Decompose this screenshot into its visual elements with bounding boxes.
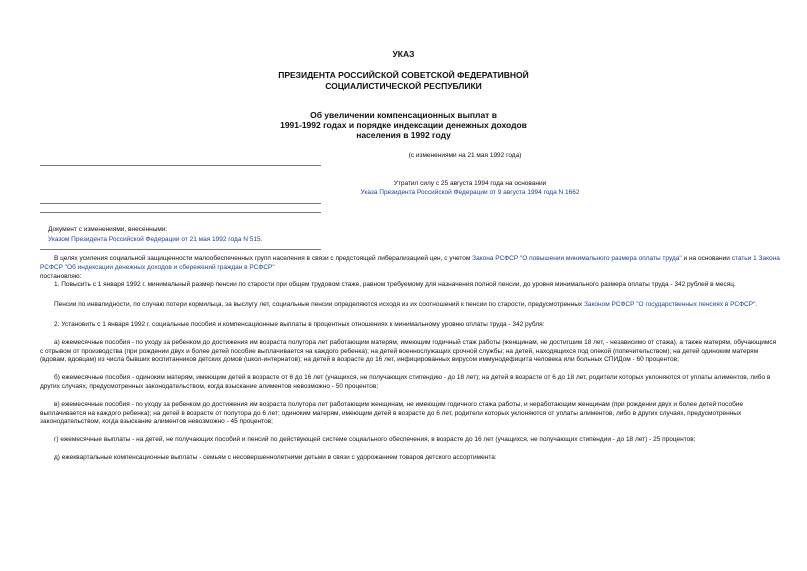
status-text: Утратил силу с 25 августа 1994 года на основании <box>393 180 547 187</box>
paragraph-text: Пенсии по инвалидности, по случаю потери кормильца, за выслугу лет, социальные пенсии определяются исходя из их соотношений к пенсии по старости, предусмотренных <box>54 301 584 309</box>
issuer-line: СОЦИАЛИСТИЧЕСКОЙ РЕСПУБЛИКИ <box>325 81 482 91</box>
document-body <box>40 255 780 463</box>
decree-heading: УКАЗ <box>392 49 415 59</box>
amendments-link[interactable]: Указом Президента Российской Федерации от 21 мая 1992 года N 515. <box>48 236 263 243</box>
divider <box>40 165 321 166</box>
title-line: 1991-1992 годах и порядке индексации денежных доходов <box>280 120 527 130</box>
paragraph-2d: д) ежеквартальные компенсационные выплаты - семьям с несовершеннолетними детьми в связи с удорожанием товаров детского ассортимента: <box>54 453 497 461</box>
preamble-text: и на основании <box>681 255 732 262</box>
amendments-label: Документ с изменениями, внесенными: <box>48 226 168 233</box>
title-line: населения в 1992 году <box>356 130 451 140</box>
issuer-heading <box>0 70 807 92</box>
paragraph-2v: в) ежемесячные пособия - по уходу за ребенком до достижения им возраста полутора лет работающим женщинам, не имеющим годичного стажа работы, и неработающим женщинам (при рождении двух и более детей пособие выплачивается на каждого ребенка); на детей в возрасте от полутора до 6 лет; одиноким матерям, имеющим детей в возрасте до 6 лет, родители которых уклоняются от уплаты алиментов, либо в других случаях, предусмотренных законодательством, когда взыскание алиментов невозможно - 45 процентов; <box>40 400 744 426</box>
amendments-box <box>48 225 348 245</box>
issuer-line: ПРЕЗИДЕНТА РОССИЙСКОЙ СОВЕТСКОЙ ФЕДЕРАТИВНОЙ <box>278 70 529 80</box>
divider <box>40 212 321 213</box>
law-link-minimum-wage[interactable]: Закона РСФСР "О повышении минимального размера оплаты труда" <box>472 255 682 262</box>
status-note <box>240 179 700 197</box>
document-title <box>0 110 807 140</box>
paragraph-1-pensions <box>40 301 780 310</box>
paragraph-2: 2. Установить с 1 января 1992 г. социальные пособия и компенсационные выплаты в процентных отношениях к минимальному уровню оплаты труда - 342 рубля: <box>54 320 545 328</box>
edition-note: (с изменениями на 21 мая 1992 года) <box>408 152 522 159</box>
paragraph-1: 1. Повысить с 1 января 1992 г. минимальный размер пенсии по старости при общем трудовом стаже, равном требуемому для назначения полной пенсии, до уровня минимального размера оплаты труда - 342 рублей в месяц. <box>54 281 736 289</box>
divider <box>40 203 321 204</box>
title-line: Об увеличении компенсационных выплат в <box>310 110 497 120</box>
preamble-text: В целях усиления социальной защищенности малообеспеченных групп населения в связи с предстоящей либерализацией цен, с учетом <box>54 255 473 262</box>
paragraph-2g: г) ежемесячные выплаты - на детей, не получающих пособий и пенсий по действующей системе социального обеспечения, в возрасте до 16 лет (учащихся, не получающих стипендии - до 18 лет) - 25 процентов; <box>54 436 696 444</box>
status-link[interactable]: Указа Президента Российской Федерации от 9 августа 1994 года N 1662 <box>360 189 580 196</box>
paragraph-2b: б) ежемесячные пособия - одиноким матерям, имеющим детей в возрасте от 6 до 16 лет (учащихся, не получающих стипендию - до 18 лет); на детей в возрасте от 6 до 18 лет, родители которых уклоняются от уплаты алиментов, либо в других случаях, предусмотренных законодательством, когда взыскание алиментов невозможно - 50 процентов; <box>40 374 771 390</box>
law-link-pensions[interactable]: Законом РСФСР "О государственных пенсиях в РСФСР" <box>583 301 756 309</box>
law-link-indexation[interactable]: статьи 1 Закона РСФСР "Об индексации денежных доходов и сбережений граждан в РСФСР" <box>40 255 780 271</box>
paragraph-end: . <box>755 301 758 309</box>
preamble <box>40 255 780 273</box>
preamble-decree: постановляю: <box>40 272 82 280</box>
divider <box>40 249 321 250</box>
paragraph-2a: а) ежемесячные пособия - по уходу за ребенком до достижения им возраста полутора лет работающим матерям, имеющим годичный стаж работы (женщинам, не достигшим 18 лет, - независимо от стажа), а также матерям, обучающимся с отрывом от производства (при рождении двух и более детей пособие выплачивается на каждого ребенка); на детей военнослужащих срочной службы; на детей, находящихся под опекой (попечительством); на детей одиноким матерям (вдовам, вдовцам) из числа бывших воспитанников детских домов (школ-интернатов); на детей в возрасте до 16 лет, инфицированных вирусом иммунодефицита человека или больных СПИДом - 60 процентов; <box>40 338 777 364</box>
